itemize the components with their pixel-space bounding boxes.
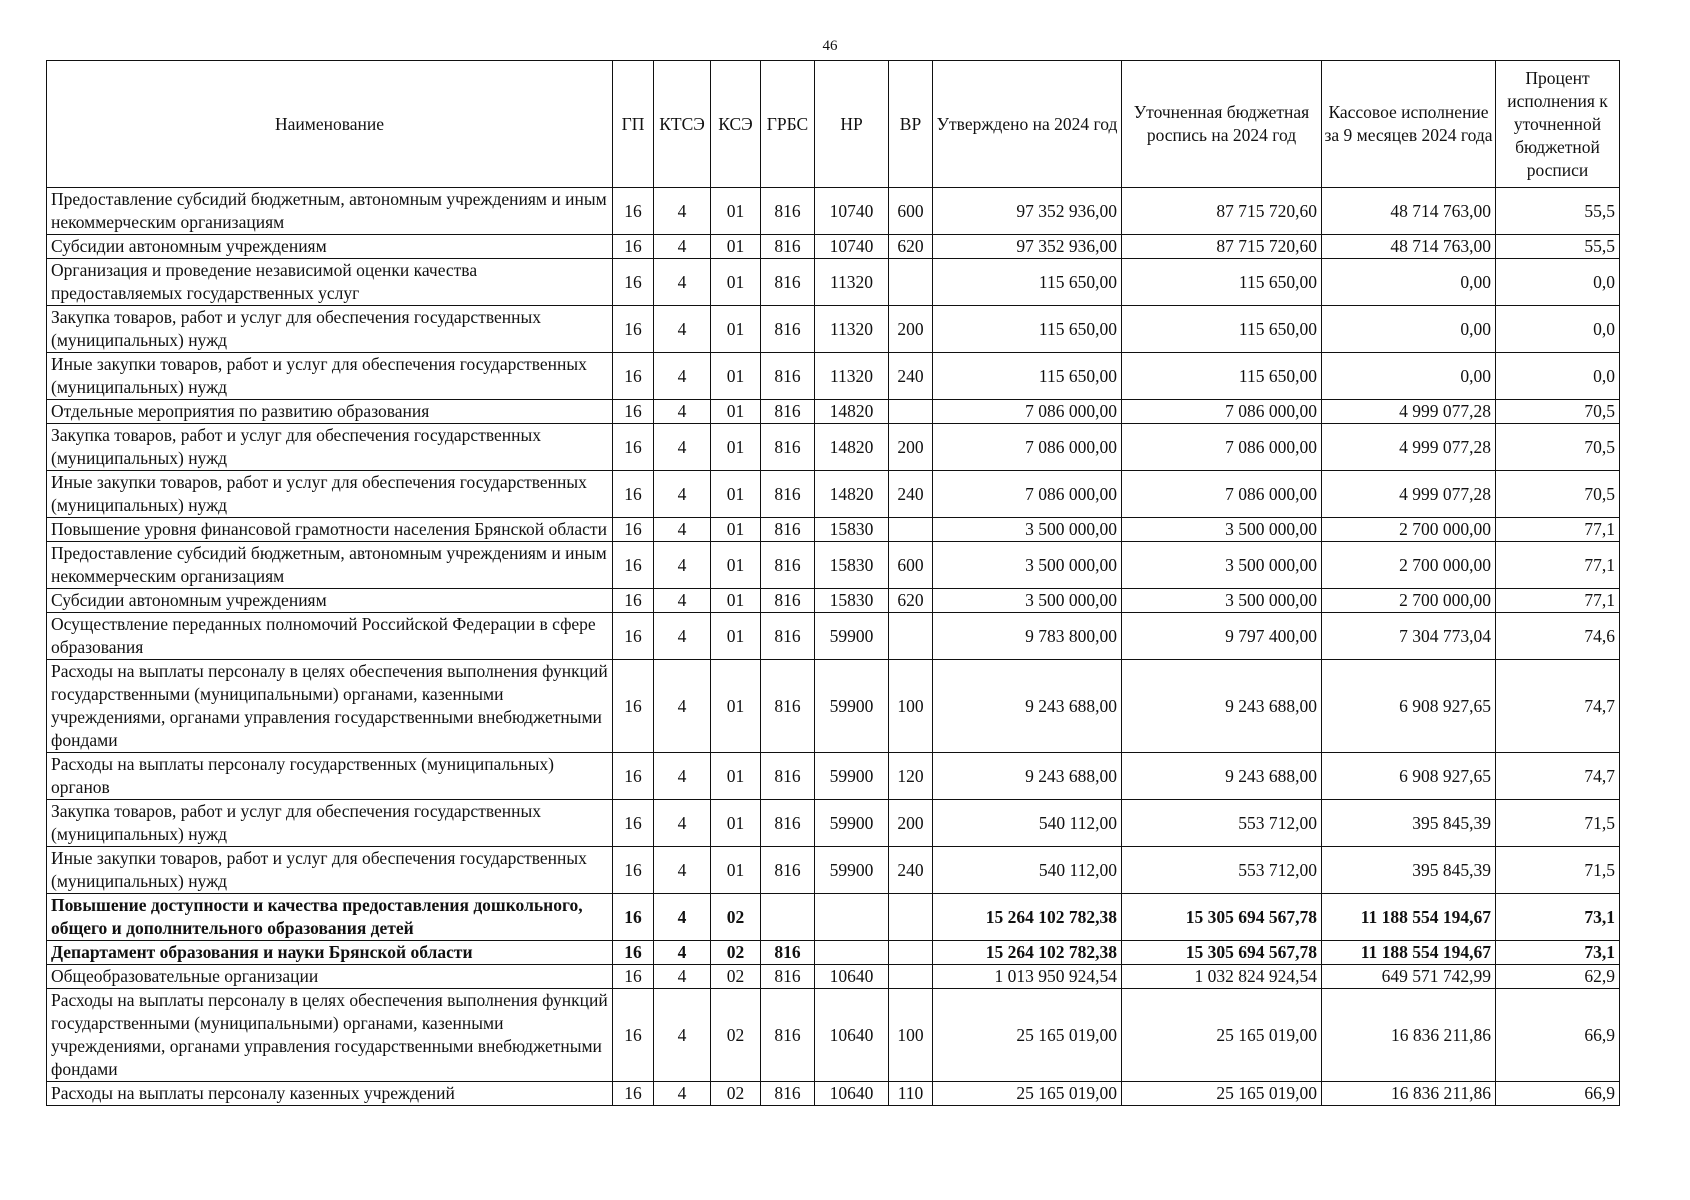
cell-gp: 16 [613, 188, 654, 235]
cell-name: Иные закупки товаров, работ и услуг для обеспечения государственных (муниципальных) нужд [47, 847, 613, 894]
cell-name: Расходы на выплаты персоналу казенных учреждений [47, 1082, 613, 1106]
table-row [47, 1082, 1620, 1106]
cell-vr [889, 965, 933, 989]
cell-kse: 01 [711, 353, 761, 400]
cell-refined: 9 243 688,00 [1122, 753, 1322, 800]
cell-ktse: 4 [654, 989, 711, 1082]
cell-refined: 15 305 694 567,78 [1122, 941, 1322, 965]
cell-kse: 01 [711, 306, 761, 353]
cell-np: 11320 [815, 259, 889, 306]
cell-percent: 0,0 [1496, 306, 1620, 353]
cell-refined: 9 797 400,00 [1122, 613, 1322, 660]
cell-np [815, 941, 889, 965]
cell-vr [889, 613, 933, 660]
cell-refined: 1 032 824 924,54 [1122, 965, 1322, 989]
cell-gp: 16 [613, 1082, 654, 1106]
cell-vr [889, 941, 933, 965]
cell-percent: 74,6 [1496, 613, 1620, 660]
cell-approved: 115 650,00 [933, 259, 1122, 306]
table-row [47, 188, 1620, 235]
cell-gp: 16 [613, 353, 654, 400]
cell-grbs: 816 [761, 471, 815, 518]
cell-kse: 01 [711, 188, 761, 235]
cell-percent: 77,1 [1496, 542, 1620, 589]
header-np: НР [815, 61, 889, 188]
cell-np: 59900 [815, 660, 889, 753]
cell-cash: 0,00 [1322, 259, 1496, 306]
cell-name: Расходы на выплаты персоналу государственных (муниципальных) органов [47, 753, 613, 800]
cell-ktse: 4 [654, 188, 711, 235]
cell-cash: 16 836 211,86 [1322, 1082, 1496, 1106]
cell-cash: 11 188 554 194,67 [1322, 941, 1496, 965]
cell-approved: 115 650,00 [933, 306, 1122, 353]
cell-gp: 16 [613, 800, 654, 847]
cell-kse: 01 [711, 660, 761, 753]
cell-refined: 3 500 000,00 [1122, 589, 1322, 613]
cell-grbs: 816 [761, 306, 815, 353]
cell-cash: 0,00 [1322, 306, 1496, 353]
cell-name: Закупка товаров, работ и услуг для обеспечения государственных (муниципальных) нужд [47, 424, 613, 471]
cell-gp: 16 [613, 471, 654, 518]
table-row [47, 847, 1620, 894]
cell-ktse: 4 [654, 800, 711, 847]
header-ktse: КТСЭ [654, 61, 711, 188]
cell-vr: 100 [889, 660, 933, 753]
cell-cash: 11 188 554 194,67 [1322, 894, 1496, 941]
cell-refined: 7 086 000,00 [1122, 471, 1322, 518]
cell-name: Организация и проведение независимой оценки качества предоставляемых государственных услуг [47, 259, 613, 306]
cell-percent: 73,1 [1496, 894, 1620, 941]
cell-ktse: 4 [654, 471, 711, 518]
cell-approved: 115 650,00 [933, 353, 1122, 400]
cell-vr: 240 [889, 471, 933, 518]
cell-refined: 15 305 694 567,78 [1122, 894, 1322, 941]
cell-gp: 16 [613, 989, 654, 1082]
cell-gp: 16 [613, 660, 654, 753]
cell-refined: 87 715 720,60 [1122, 235, 1322, 259]
table-row [47, 941, 1620, 965]
cell-cash: 2 700 000,00 [1322, 589, 1496, 613]
cell-vr: 120 [889, 753, 933, 800]
cell-vr [889, 518, 933, 542]
cell-refined: 553 712,00 [1122, 847, 1322, 894]
cell-gp: 16 [613, 400, 654, 424]
table-row [47, 965, 1620, 989]
cell-approved: 540 112,00 [933, 800, 1122, 847]
header-kse: КСЭ [711, 61, 761, 188]
cell-grbs: 816 [761, 542, 815, 589]
cell-cash: 7 304 773,04 [1322, 613, 1496, 660]
cell-percent: 55,5 [1496, 235, 1620, 259]
cell-approved: 25 165 019,00 [933, 1082, 1122, 1106]
cell-kse: 01 [711, 471, 761, 518]
cell-cash: 48 714 763,00 [1322, 235, 1496, 259]
cell-percent: 66,9 [1496, 1082, 1620, 1106]
table-row [47, 989, 1620, 1082]
cell-np: 15830 [815, 589, 889, 613]
cell-gp: 16 [613, 235, 654, 259]
cell-cash: 16 836 211,86 [1322, 989, 1496, 1082]
cell-kse: 02 [711, 1082, 761, 1106]
budget-table [46, 60, 1620, 1106]
cell-grbs: 816 [761, 613, 815, 660]
cell-kse: 01 [711, 847, 761, 894]
cell-np: 59900 [815, 613, 889, 660]
cell-name: Расходы на выплаты персоналу в целях обеспечения выполнения функций государственными (муниципальными) органами, казенными учреждениями, органами управления государственными внебюджетными фондами [47, 660, 613, 753]
cell-kse: 01 [711, 542, 761, 589]
cell-cash: 48 714 763,00 [1322, 188, 1496, 235]
cell-approved: 9 243 688,00 [933, 660, 1122, 753]
cell-approved: 97 352 936,00 [933, 235, 1122, 259]
cell-ktse: 4 [654, 965, 711, 989]
cell-name: Иные закупки товаров, работ и услуг для обеспечения государственных (муниципальных) нужд [47, 471, 613, 518]
cell-vr: 200 [889, 306, 933, 353]
cell-kse: 01 [711, 753, 761, 800]
cell-name: Расходы на выплаты персоналу в целях обеспечения выполнения функций государственными (муниципальными) органами, казенными учреждениями, органами управления государственными внебюджетными фондами [47, 989, 613, 1082]
cell-grbs: 816 [761, 941, 815, 965]
cell-kse: 02 [711, 894, 761, 941]
header-refined: Уточненная бюджетная роспись на 2024 год [1122, 61, 1322, 188]
cell-name: Повышение доступности и качества предоставления дошкольного, общего и дополнительного образования детей [47, 894, 613, 941]
cell-approved: 15 264 102 782,38 [933, 894, 1122, 941]
cell-np: 15830 [815, 542, 889, 589]
cell-gp: 16 [613, 894, 654, 941]
cell-percent: 71,5 [1496, 847, 1620, 894]
cell-vr: 600 [889, 542, 933, 589]
cell-vr [889, 894, 933, 941]
cell-np: 10640 [815, 965, 889, 989]
cell-vr: 200 [889, 424, 933, 471]
cell-gp: 16 [613, 542, 654, 589]
cell-grbs: 816 [761, 188, 815, 235]
cell-refined: 7 086 000,00 [1122, 400, 1322, 424]
cell-percent: 74,7 [1496, 660, 1620, 753]
cell-refined: 3 500 000,00 [1122, 518, 1322, 542]
cell-cash: 4 999 077,28 [1322, 400, 1496, 424]
table-row [47, 894, 1620, 941]
cell-vr: 620 [889, 235, 933, 259]
cell-gp: 16 [613, 847, 654, 894]
cell-percent: 74,7 [1496, 753, 1620, 800]
cell-ktse: 4 [654, 941, 711, 965]
cell-gp: 16 [613, 589, 654, 613]
cell-grbs: 816 [761, 353, 815, 400]
cell-grbs: 816 [761, 753, 815, 800]
cell-cash: 6 908 927,65 [1322, 660, 1496, 753]
table-header-row [47, 61, 1620, 188]
cell-kse: 01 [711, 400, 761, 424]
cell-np: 10640 [815, 989, 889, 1082]
table-row [47, 235, 1620, 259]
cell-refined: 553 712,00 [1122, 800, 1322, 847]
cell-grbs: 816 [761, 965, 815, 989]
cell-cash: 4 999 077,28 [1322, 424, 1496, 471]
cell-refined: 87 715 720,60 [1122, 188, 1322, 235]
cell-name: Повышение уровня финансовой грамотности населения Брянской области [47, 518, 613, 542]
cell-name: Субсидии автономным учреждениям [47, 589, 613, 613]
cell-vr [889, 400, 933, 424]
cell-percent: 70,5 [1496, 424, 1620, 471]
cell-refined: 115 650,00 [1122, 306, 1322, 353]
cell-approved: 25 165 019,00 [933, 989, 1122, 1082]
cell-np: 59900 [815, 800, 889, 847]
cell-cash: 649 571 742,99 [1322, 965, 1496, 989]
cell-ktse: 4 [654, 259, 711, 306]
table-row [47, 589, 1620, 613]
cell-gp: 16 [613, 306, 654, 353]
cell-np: 11320 [815, 306, 889, 353]
cell-approved: 3 500 000,00 [933, 542, 1122, 589]
cell-cash: 0,00 [1322, 353, 1496, 400]
cell-grbs: 816 [761, 589, 815, 613]
cell-approved: 7 086 000,00 [933, 400, 1122, 424]
cell-kse: 02 [711, 989, 761, 1082]
cell-name: Субсидии автономным учреждениям [47, 235, 613, 259]
cell-approved: 15 264 102 782,38 [933, 941, 1122, 965]
cell-refined: 9 243 688,00 [1122, 660, 1322, 753]
cell-refined: 25 165 019,00 [1122, 1082, 1322, 1106]
cell-gp: 16 [613, 965, 654, 989]
cell-refined: 25 165 019,00 [1122, 989, 1322, 1082]
cell-grbs: 816 [761, 800, 815, 847]
cell-ktse: 4 [654, 542, 711, 589]
cell-vr: 240 [889, 847, 933, 894]
cell-ktse: 4 [654, 589, 711, 613]
cell-cash: 6 908 927,65 [1322, 753, 1496, 800]
header-percent: Процент исполнения к уточненной бюджетной росписи [1496, 61, 1620, 188]
table-row [47, 400, 1620, 424]
cell-np: 14820 [815, 424, 889, 471]
header-grbs: ГРБС [761, 61, 815, 188]
cell-approved: 1 013 950 924,54 [933, 965, 1122, 989]
cell-percent: 0,0 [1496, 259, 1620, 306]
cell-np: 59900 [815, 847, 889, 894]
header-approved: Утверждено на 2024 год [933, 61, 1122, 188]
cell-ktse: 4 [654, 847, 711, 894]
cell-cash: 2 700 000,00 [1322, 518, 1496, 542]
cell-ktse: 4 [654, 753, 711, 800]
cell-refined: 115 650,00 [1122, 353, 1322, 400]
cell-grbs: 816 [761, 847, 815, 894]
cell-cash: 395 845,39 [1322, 847, 1496, 894]
table-row [47, 471, 1620, 518]
cell-percent: 70,5 [1496, 400, 1620, 424]
cell-ktse: 4 [654, 518, 711, 542]
cell-vr: 240 [889, 353, 933, 400]
cell-ktse: 4 [654, 235, 711, 259]
cell-kse: 02 [711, 941, 761, 965]
cell-np: 59900 [815, 753, 889, 800]
cell-refined: 3 500 000,00 [1122, 542, 1322, 589]
cell-np: 11320 [815, 353, 889, 400]
page-number: 46 [822, 38, 838, 54]
cell-cash: 4 999 077,28 [1322, 471, 1496, 518]
cell-percent: 70,5 [1496, 471, 1620, 518]
cell-percent: 73,1 [1496, 941, 1620, 965]
table-row [47, 613, 1620, 660]
cell-gp: 16 [613, 941, 654, 965]
cell-vr [889, 259, 933, 306]
cell-ktse: 4 [654, 400, 711, 424]
cell-approved: 97 352 936,00 [933, 188, 1122, 235]
table-row [47, 353, 1620, 400]
cell-ktse: 4 [654, 894, 711, 941]
cell-ktse: 4 [654, 353, 711, 400]
cell-percent: 62,9 [1496, 965, 1620, 989]
cell-gp: 16 [613, 753, 654, 800]
cell-vr: 200 [889, 800, 933, 847]
table-row [47, 306, 1620, 353]
cell-name: Закупка товаров, работ и услуг для обеспечения государственных (муниципальных) нужд [47, 800, 613, 847]
cell-np: 14820 [815, 471, 889, 518]
cell-percent: 55,5 [1496, 188, 1620, 235]
cell-name: Иные закупки товаров, работ и услуг для обеспечения государственных (муниципальных) нужд [47, 353, 613, 400]
cell-vr: 600 [889, 188, 933, 235]
cell-grbs: 816 [761, 400, 815, 424]
cell-ktse: 4 [654, 613, 711, 660]
cell-name: Осуществление переданных полномочий Российской Федерации в сфере образования [47, 613, 613, 660]
cell-name: Предоставление субсидий бюджетным, автономным учреждениям и иным некоммерческим организациям [47, 542, 613, 589]
header-cash: Кассовое исполнение за 9 месяцев 2024 года [1322, 61, 1496, 188]
cell-np [815, 894, 889, 941]
table-row [47, 424, 1620, 471]
cell-kse: 01 [711, 518, 761, 542]
cell-grbs [761, 894, 815, 941]
header-vr: ВР [889, 61, 933, 188]
cell-grbs: 816 [761, 424, 815, 471]
cell-np: 14820 [815, 400, 889, 424]
cell-ktse: 4 [654, 1082, 711, 1106]
cell-ktse: 4 [654, 660, 711, 753]
table-row [47, 542, 1620, 589]
cell-percent: 71,5 [1496, 800, 1620, 847]
header-name: Наименование [47, 61, 613, 188]
cell-ktse: 4 [654, 306, 711, 353]
cell-grbs: 816 [761, 259, 815, 306]
cell-vr: 110 [889, 1082, 933, 1106]
cell-name: Отдельные мероприятия по развитию образования [47, 400, 613, 424]
table-row [47, 259, 1620, 306]
cell-approved: 7 086 000,00 [933, 471, 1122, 518]
cell-grbs: 816 [761, 989, 815, 1082]
cell-approved: 3 500 000,00 [933, 589, 1122, 613]
cell-vr: 620 [889, 589, 933, 613]
cell-cash: 395 845,39 [1322, 800, 1496, 847]
cell-cash: 2 700 000,00 [1322, 542, 1496, 589]
cell-refined: 115 650,00 [1122, 259, 1322, 306]
cell-name: Предоставление субсидий бюджетным, автономным учреждениям и иным некоммерческим организациям [47, 188, 613, 235]
cell-name: Департамент образования и науки Брянской области [47, 941, 613, 965]
header-gp: ГП [613, 61, 654, 188]
table-row [47, 800, 1620, 847]
cell-kse: 02 [711, 965, 761, 989]
cell-approved: 540 112,00 [933, 847, 1122, 894]
cell-vr: 100 [889, 989, 933, 1082]
cell-grbs: 816 [761, 518, 815, 542]
cell-grbs: 816 [761, 235, 815, 259]
table-row [47, 660, 1620, 753]
cell-percent: 77,1 [1496, 518, 1620, 542]
cell-kse: 01 [711, 424, 761, 471]
cell-gp: 16 [613, 424, 654, 471]
cell-np: 15830 [815, 518, 889, 542]
cell-percent: 77,1 [1496, 589, 1620, 613]
cell-approved: 9 783 800,00 [933, 613, 1122, 660]
cell-percent: 66,9 [1496, 989, 1620, 1082]
cell-grbs: 816 [761, 660, 815, 753]
cell-name: Закупка товаров, работ и услуг для обеспечения государственных (муниципальных) нужд [47, 306, 613, 353]
cell-np: 10740 [815, 188, 889, 235]
cell-name: Общеобразовательные организации [47, 965, 613, 989]
cell-approved: 7 086 000,00 [933, 424, 1122, 471]
cell-np: 10640 [815, 1082, 889, 1106]
cell-approved: 9 243 688,00 [933, 753, 1122, 800]
cell-percent: 0,0 [1496, 353, 1620, 400]
table-row [47, 518, 1620, 542]
cell-kse: 01 [711, 613, 761, 660]
cell-kse: 01 [711, 259, 761, 306]
cell-gp: 16 [613, 518, 654, 542]
cell-gp: 16 [613, 259, 654, 306]
cell-kse: 01 [711, 589, 761, 613]
cell-kse: 01 [711, 235, 761, 259]
cell-np: 10740 [815, 235, 889, 259]
table-row [47, 753, 1620, 800]
cell-ktse: 4 [654, 424, 711, 471]
cell-kse: 01 [711, 800, 761, 847]
cell-approved: 3 500 000,00 [933, 518, 1122, 542]
cell-grbs: 816 [761, 1082, 815, 1106]
cell-refined: 7 086 000,00 [1122, 424, 1322, 471]
cell-gp: 16 [613, 613, 654, 660]
